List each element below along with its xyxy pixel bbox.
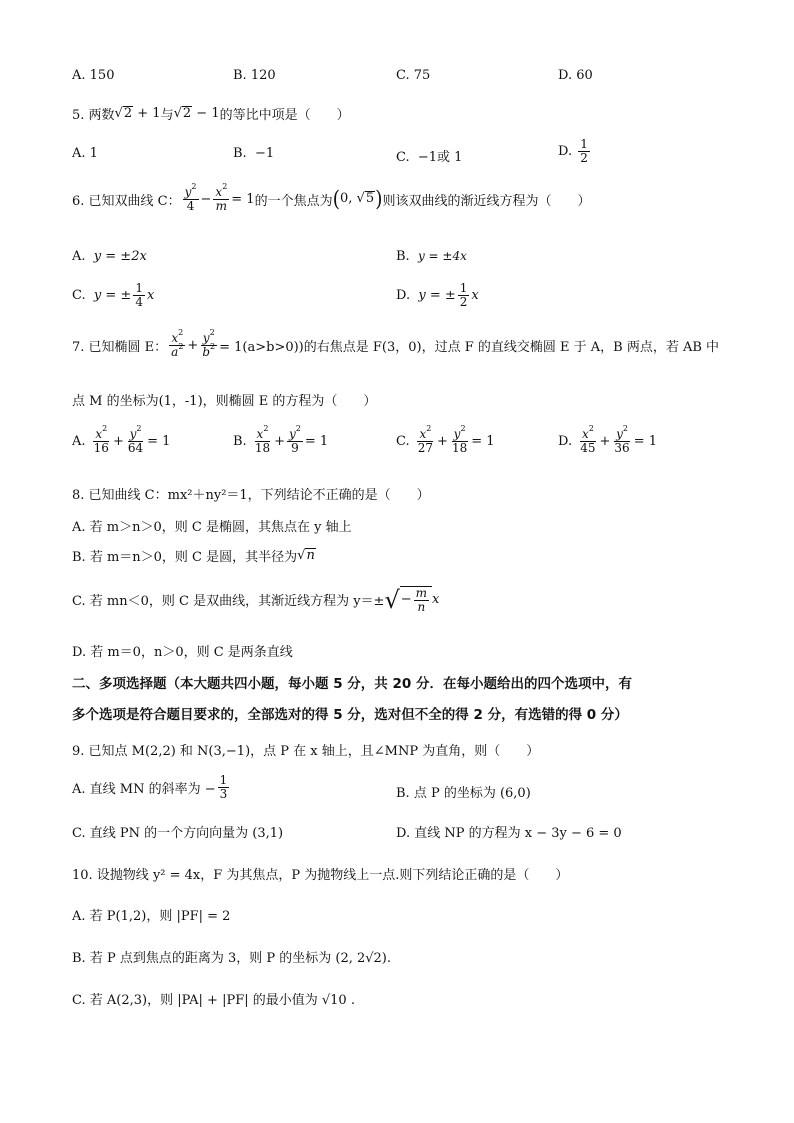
- q7-stem-line2: 点 M 的坐标为(1，-1)，则椭圆 E 的方程为（ ）: [72, 394, 377, 409]
- q7-option-a: A. $\frac{x^2}{16}$ + $\frac{y^2}{64}$ = 1: [72, 424, 171, 455]
- q8-option-c: C. 若 mn＜0，则 C 是双曲线，其渐近线方程为 y＝± √ − $\frac{m}{n}$ x: [72, 585, 440, 614]
- q9-option-a: A. 直线 MN 的斜率为 − $\frac{1}{3}$: [72, 773, 228, 801]
- q10-option-b: B. 若 P 点到焦点的距离为 3，则 P 的坐标为 (2, 2√2).: [72, 951, 392, 966]
- q5-option-d: D. $\frac{1}{2}$: [558, 137, 588, 165]
- q7-option-c: C. $\frac{x^2}{27}$ + $\frac{y^2}{18}$ = 1: [396, 424, 495, 455]
- section2-heading-line1: 二、多项选择题（本大题共四小题，每小题 5 分，共 20 分．在每小题给出的四个选项中，有: [72, 676, 632, 692]
- q8-option-a: A. 若 m＞n＞0，则 C 是椭圆，其焦点在 y 轴上: [72, 520, 352, 535]
- q6-stem: 6. 已知双曲线 C： $\frac{y^2}{4}$ − $\frac{x^2}{m}$ = 1 的一个焦点为 ( 0, √5 ) 则该双曲线的渐近线方程为（ ）: [72, 182, 591, 213]
- q6-option-b: B. y = ±4x: [396, 249, 467, 264]
- q7-option-b: B. $\frac{x^2}{18}$ + $\frac{y^2}{9}$ = 1: [233, 424, 329, 455]
- q6-option-d: D. y = ± $\frac{1}{2}$ x: [396, 281, 479, 309]
- q4-option-d: D. 60: [558, 68, 593, 83]
- q10-option-a: A. 若 P(1,2)，则 |PF| = 2: [72, 909, 231, 924]
- q10-option-c: C. 若 A(2,3)，则 |PA| + |PF| 的最小值为 √10 .: [72, 993, 355, 1008]
- q7-option-d: D. $\frac{x^2}{45}$ + $\frac{y^2}{36}$ = 1: [558, 424, 657, 455]
- q8-option-b: B. 若 m＝n＞0，则 C 是圆，其半径为 √n: [72, 547, 315, 565]
- q5-option-a: A. 1: [72, 146, 98, 161]
- q7-stem-line1: 7. 已知椭圆 E： $\frac{x^2}{a^2}$ + $\frac{y^2}{b^2}$ = 1(a>b>0))的右焦点是 F(3，0)，过点 F 的直线交椭圆 E 于 A，B 两点，若 AB 中: [72, 328, 720, 359]
- q9-option-b: B. 点 P 的坐标为 (6,0): [396, 786, 531, 801]
- q5-stem: 5. 两数 √2 + 1 与 √2 − 1 的等比中项是（ ）: [72, 105, 350, 123]
- q4-option-b: B. 120: [233, 68, 276, 83]
- q9-option-c: C. 直线 PN 的一个方向向量为 (3,1): [72, 826, 284, 841]
- section2-heading-line2: 多个选项是符合题目要求的，全部选对的得 5 分，选对但不全的得 2 分，有选错的得 0 分）: [72, 707, 628, 723]
- q10-stem: 10. 设抛物线 y² = 4x，F 为其焦点，P 为抛物线上一点.则下列结论正确的是（ ）: [72, 868, 569, 883]
- q9-option-d: D. 直线 NP 的方程为 x − 3y − 6 = 0: [396, 826, 622, 841]
- q9-stem: 9. 已知点 M(2,2) 和 N(3,−1)，点 P 在 x 轴上，且∠MNP 为直角，则（ ）: [72, 744, 540, 759]
- q8-option-d: D. 若 m＝0，n＞0，则 C 是两条直线: [72, 645, 293, 660]
- q8-stem: 8. 已知曲线 C：mx²＋ny²＝1，下列结论不正确的是（ ）: [72, 488, 430, 503]
- q5-option-b: B. −1: [233, 146, 275, 161]
- q6-option-a: A. y = ±2x: [72, 249, 147, 264]
- q5-option-c: C. −1或 1: [396, 150, 463, 165]
- q4-option-c: C. 75: [396, 68, 431, 83]
- q6-option-c: C. y = ± $\frac{1}{4}$ x: [72, 281, 155, 309]
- q4-option-a: A. 150: [72, 68, 115, 83]
